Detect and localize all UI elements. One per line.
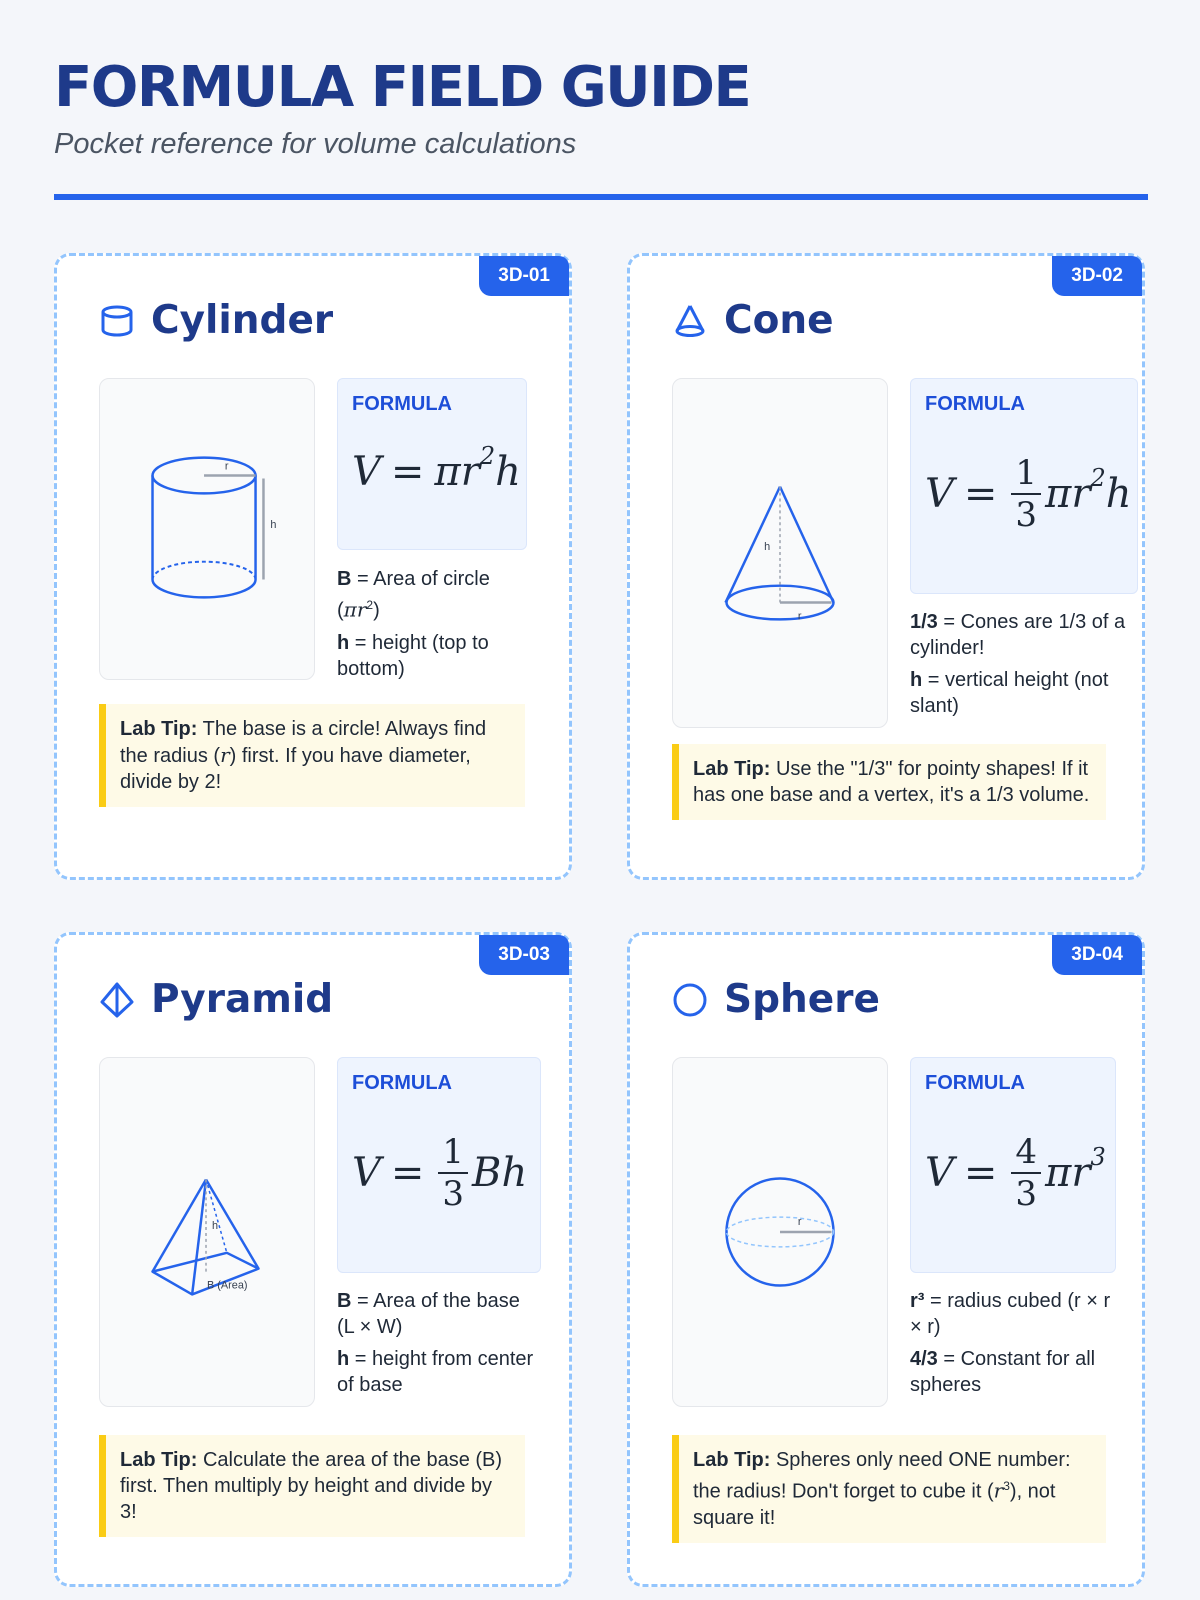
pyramid-icon	[99, 982, 135, 1018]
lab-tip: Lab Tip: The base is a circle! Always find the radius (r) first. If you have diameter, divide by 2!	[99, 704, 525, 807]
card-tag: 3D-04	[1052, 935, 1142, 975]
definition-item: B = Area of the base (L × W)	[337, 1290, 520, 1338]
card-title	[672, 977, 880, 1022]
card-title	[99, 298, 333, 343]
cone-card	[627, 253, 1145, 880]
definition-item: h = height (top to bottom)	[337, 631, 489, 680]
cylinder-formula: V = π r $^2$ h	[352, 442, 521, 495]
formula-label: FORMULA	[925, 393, 1025, 415]
card-name: Cone	[724, 298, 834, 343]
lab-tip: Lab Tip: Calculate the area of the base (B) first. Then multiply by height and divide by 3!	[99, 1435, 525, 1537]
card-name: Cylinder	[151, 298, 334, 343]
definition-item: B = Area of circle $(\pi r^2)$	[337, 568, 490, 622]
page-title: FORMULA FIELD GUIDE	[54, 55, 751, 120]
variable-definitions	[337, 566, 527, 688]
page-header	[54, 55, 1148, 161]
sphere-icon	[672, 982, 708, 1018]
lab-tip: Lab Tip: Use the "1/3" for pointy shapes! If it has one base and a vertex, it's a 1/3 volume.	[672, 744, 1106, 820]
definition-item: h = vertical height (not slant)	[910, 669, 1109, 717]
definition-item: r³ = radius cubed (r × r × r)	[910, 1290, 1111, 1338]
cylinder-diagram	[99, 378, 315, 680]
formula-label: FORMULA	[352, 393, 452, 415]
cone-formula: V = $\frac{1}{3}$ π r $^2$ h	[925, 453, 1132, 535]
card-name: Sphere	[724, 977, 880, 1022]
diagram-label-r: r	[224, 460, 229, 473]
pyramid-diagram	[99, 1057, 315, 1407]
diagram-label-base: B (Area)	[207, 1279, 248, 1292]
variable-definitions	[910, 609, 1138, 725]
definition-item: h = height from center of base	[337, 1348, 534, 1396]
diagram-label-r: r	[797, 1216, 802, 1229]
formula-label: FORMULA	[925, 1072, 1025, 1094]
formula-box	[910, 1057, 1116, 1273]
cylinder-icon	[99, 303, 135, 339]
formula-label: FORMULA	[352, 1072, 452, 1094]
page-subtitle: Pocket reference for volume calculations	[54, 128, 577, 160]
variable-definitions	[910, 1288, 1116, 1404]
diagram-label-h: h	[764, 541, 771, 554]
sphere-formula: V = $\frac{4}{3}$ π r $^3$	[925, 1132, 1106, 1214]
header-divider	[54, 194, 1148, 200]
pyramid-formula: V = $\frac{1}{3}$ Bh	[352, 1132, 528, 1214]
lab-tip: Lab Tip: Spheres only need ONE number: the radius! Don't forget to cube it $(r^3)$, not square it!	[672, 1435, 1106, 1543]
cylinder-card	[54, 253, 572, 880]
sphere-diagram	[672, 1057, 888, 1407]
diagram-label-r: r	[797, 610, 802, 623]
formula-box	[337, 1057, 541, 1273]
cone-icon	[672, 303, 708, 339]
card-tag: 3D-02	[1052, 256, 1142, 296]
card-tag: 3D-01	[479, 256, 569, 296]
formula-box	[337, 378, 527, 550]
definition-item: 1/3 = Cones are 1/3 of a cylinder!	[910, 611, 1126, 659]
diagram-label-h: h	[270, 519, 277, 532]
card-title	[99, 977, 333, 1022]
diagram-label-h: h	[211, 1220, 219, 1233]
sphere-card	[627, 932, 1145, 1587]
variable-definitions	[337, 1288, 541, 1404]
cone-diagram	[672, 378, 888, 728]
formula-box	[910, 378, 1138, 594]
card-name: Pyramid	[151, 977, 334, 1022]
definition-item: 4/3 = Constant for all spheres	[910, 1348, 1096, 1396]
card-tag: 3D-03	[479, 935, 569, 975]
pyramid-card	[54, 932, 572, 1587]
card-title	[672, 298, 834, 343]
